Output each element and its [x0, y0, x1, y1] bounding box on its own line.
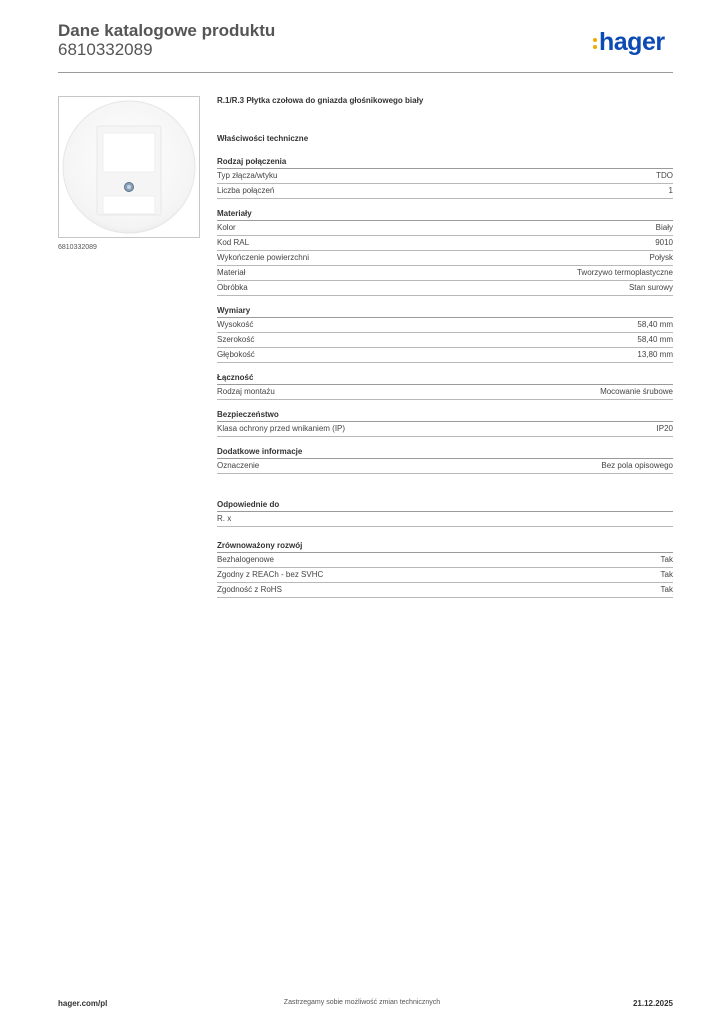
header-divider — [58, 72, 673, 73]
spec-value: Bez pola opisowego — [601, 461, 673, 470]
footer-website: hager.com/pl — [58, 999, 108, 1008]
page-title: Dane katalogowe produktu — [58, 21, 276, 40]
spec-label: Głębokość — [217, 350, 255, 359]
spec-label: Obróbka — [217, 283, 248, 292]
section-title: Właściwości techniczne — [217, 134, 309, 143]
spec-group — [217, 410, 673, 437]
spec-value: Tak — [660, 570, 673, 579]
spec-value: IP20 — [656, 424, 673, 433]
group-title: Odpowiednie do — [217, 500, 673, 512]
spec-row — [217, 184, 673, 199]
suitable-group — [217, 500, 673, 527]
footer-disclaimer: Zastrzegamy sobie możliwość zmian technicznych — [283, 999, 441, 1006]
product-name: R.1/R.3 Płytka czołowa do gniazda głośnikowego biały — [217, 96, 424, 105]
spec-label: Kolor — [217, 223, 236, 232]
product-image-frame — [58, 96, 200, 238]
spec-value: Połysk — [649, 253, 673, 262]
spec-row — [217, 459, 673, 474]
footer-date: 21.12.2025 — [632, 999, 673, 1008]
spec-groups — [217, 157, 673, 474]
spec-label: Wysokość — [217, 320, 254, 329]
spec-label: Zgodność z RoHS — [217, 585, 282, 594]
spec-value: Mocowanie śrubowe — [600, 387, 673, 396]
spec-row — [217, 318, 673, 333]
product-code: 6810332089 — [58, 40, 153, 59]
spec-value: Biały — [655, 223, 673, 232]
spec-value: Tworzywo termoplastyczne — [576, 268, 673, 277]
spec-label: Klasa ochrony przed wnikaniem (IP) — [217, 424, 346, 433]
spec-value: 9010 — [655, 238, 673, 247]
spec-label: Zgodny z REACh - bez SVHC — [217, 570, 324, 579]
spec-row — [217, 348, 673, 363]
spec-label: Bezhalogenowe — [217, 555, 274, 564]
spec-value: 13,80 mm — [637, 350, 673, 359]
spec-value: TDO — [656, 171, 673, 180]
spec-row — [217, 385, 673, 400]
spec-label: Wykończenie powierzchni — [217, 253, 309, 262]
spec-group — [217, 447, 673, 474]
spec-group — [217, 373, 673, 400]
spec-group — [217, 306, 673, 363]
spec-label: Typ złącza/wtyku — [217, 171, 278, 180]
image-caption: 6810332089 — [58, 244, 97, 251]
spec-value: Tak — [660, 585, 673, 594]
spec-row — [217, 422, 673, 437]
spec-label: Rodzaj montażu — [217, 387, 275, 396]
cover-plate-icon — [59, 97, 199, 237]
spec-row — [217, 169, 673, 184]
spec-group — [217, 157, 673, 199]
spec-row — [217, 333, 673, 348]
spec-row — [217, 236, 673, 251]
group-title: Rodzaj połączenia — [217, 157, 673, 169]
spec-value: 58,40 mm — [637, 320, 673, 329]
spec-row — [217, 568, 673, 583]
hager-logo — [593, 28, 665, 56]
spec-value: Stan surowy — [628, 283, 673, 292]
group-title: Wymiary — [217, 306, 673, 318]
spec-value: 58,40 mm — [637, 335, 673, 344]
logo-dots-icon — [593, 35, 597, 52]
group-title: Materiały — [217, 209, 673, 221]
sustainability-group — [217, 541, 673, 598]
spec-label: Materiał — [217, 268, 246, 277]
spec-value: 1 — [668, 186, 673, 195]
spec-group — [217, 209, 673, 296]
spec-row — [217, 583, 673, 598]
logo-text: hager — [599, 28, 665, 56]
group-title: Bezpieczeństwo — [217, 410, 673, 422]
spec-row — [217, 221, 673, 236]
group-title: Zrównoważony rozwój — [217, 541, 673, 553]
spec-label: Szerokość — [217, 335, 255, 344]
spec-value: Tak — [660, 555, 673, 564]
spec-label: R. x — [217, 514, 232, 523]
spec-content — [217, 96, 673, 608]
spec-row — [217, 512, 673, 527]
spec-row — [217, 251, 673, 266]
spec-label: Kod RAL — [217, 238, 250, 247]
spec-row — [217, 553, 673, 568]
group-title: Dodatkowe informacje — [217, 447, 673, 459]
spec-label: Oznaczenie — [217, 461, 260, 470]
spec-label: Liczba połączeń — [217, 186, 275, 195]
group-title: Łączność — [217, 373, 673, 385]
spec-row — [217, 281, 673, 296]
spec-row — [217, 266, 673, 281]
